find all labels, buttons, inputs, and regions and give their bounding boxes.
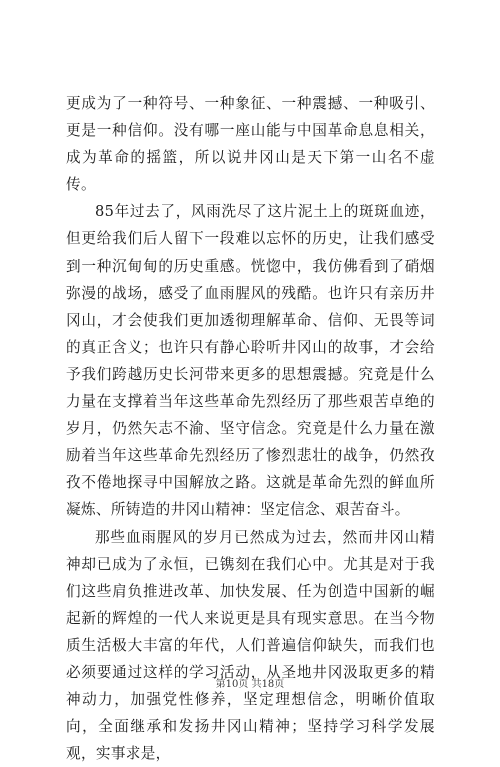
page-footer: 第10页 共18页 <box>0 679 500 691</box>
paragraph-3: 那些血雨腥风的岁月已然成为过去，然而井冈山精神却已成为了永恒，已镌刻在我们心中。尤其是对于我们这些肩负推进改革、加快发展、任为创造中国新的崛起新的辉煌的一代人来说更是具有现实意思。在当今物质生活极大丰富的年代，人们普遍信仰缺失，而我们也必须要通过这样的学习活动，从圣地井冈汲取更多的精神动力，加强党性修养，坚定理想信念，明晰价值取向，全面继承和发扬井冈山精神；坚持学习科学发展观，实事求是， <box>66 524 435 767</box>
paragraph-1: 更成为了一种符号、一种象征、一种震撼、一种吸引、更是一种信仰。没有哪一座山能与中国革命息息相关，成为革命的摇篮，所以说井冈山是天下第一山名不虚传。 <box>66 90 435 198</box>
body-text <box>66 90 435 767</box>
paragraph-2: 85年过去了，风雨洗尽了这片泥土上的斑斑血迹，但更给我们后人留下一段难以忘怀的历史，让我们感受到一种沉甸甸的历史重感。恍惚中，我仿佛看到了硝烟弥漫的战场，感受了血雨腥风的残酷。也许只有亲历井冈山，才会使我们更加透彻理解革命、信仰、无畏等词的真正含义；也许只有静心聆听井冈山的故事，才会给予我们跨越历史长河带来更多的思想震撼。究竟是什么力量在支撑着当年这些革命先烈经历了那些艰苦卓绝的岁月，仍然矢志不渝、坚守信念。究竟是什么力量在激励着当年这些革命先烈经历了惨烈悲壮的战争，仍然孜孜不倦地探寻中国解放之路。这就是革命先烈的鲜血所凝炼、所铸造的井冈山精神：坚定信念、艰苦奋斗。 <box>66 198 435 523</box>
